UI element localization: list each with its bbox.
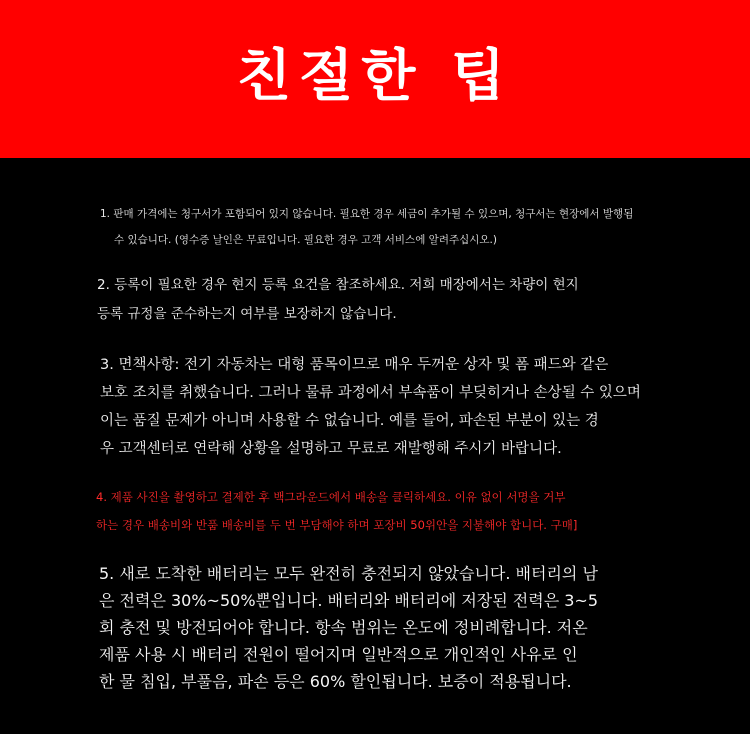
note-4-warning: [96, 483, 577, 539]
note-5-line-1: 5. 새로 도착한 배터리는 모두 완전히 충전되지 않았습니다. 배터리의 남: [99, 564, 598, 583]
note-5-line-5: 한 물 침입, 부풀음, 파손 등은 60% 할인됩니다. 보증이 적용됩니다.: [99, 672, 572, 691]
banner-title: 친절한 팁: [237, 44, 513, 109]
note-2-line-1: 2. 등록이 필요한 경우 현지 등록 요건을 참조하세요. 저희 매장에서는 차량이 현지: [97, 277, 579, 293]
note-4-line-2: 하는 경우 배송비와 반품 배송비를 두 번 부담해야 하며 포장비 50위안을 지불해야 합니다. 구매]: [96, 518, 578, 532]
note-4-line-1: 4. 제품 사진을 촬영하고 결제한 후 백그라운드에서 배송을 클릭하세요. 이유 없이 서명을 거부: [96, 490, 566, 504]
note-3-line-1: 3. 면책사항: 전기 자동차는 대형 품목이므로 매우 두꺼운 상자 및 폼 패드와 같은: [100, 357, 609, 373]
notes-panel: [0, 158, 750, 734]
note-3-line-4: 우 고객센터로 연락해 상황을 설명하고 무료로 재발행해 주시기 바랍니다.: [100, 441, 562, 457]
note-1-line-2: 수 있습니다. (영수증 날인은 무료입니다. 필요한 경우 고객 서비스에 알려주십시오.): [114, 234, 497, 246]
note-2-line-2: 등록 규정을 준수하는지 여부를 보장하지 않습니다.: [97, 306, 397, 322]
note-2: [97, 271, 579, 329]
note-5-line-4: 제품 사용 시 배터리 전원이 떨어지며 일반적으로 개인적인 사유로 인: [99, 645, 578, 664]
note-1: [100, 201, 633, 253]
note-5-line-3: 회 충전 및 방전되어야 합니다. 항속 범위는 온도에 정비례합니다. 저온: [99, 618, 588, 637]
note-5-line-2: 은 전력은 30%~50%뿐입니다. 배터리와 배터리에 저장된 전력은 3~5: [99, 591, 599, 610]
title-banner: [0, 0, 750, 158]
note-3-line-2: 보호 조치를 취했습니다. 그러나 물류 과정에서 부속품이 부딪히거나 손상될 수 있으며: [100, 385, 641, 401]
note-5: [99, 560, 598, 695]
note-1-line-1: 1. 판매 가격에는 청구서가 포함되어 있지 않습니다. 필요한 경우 세금이 추가될 수 있으며, 청구서는 현장에서 발행됨: [100, 208, 634, 220]
note-3: [100, 351, 641, 463]
note-3-line-3: 이는 품질 문제가 아니며 사용할 수 없습니다. 예를 들어, 파손된 부분이 있는 경: [100, 413, 599, 429]
